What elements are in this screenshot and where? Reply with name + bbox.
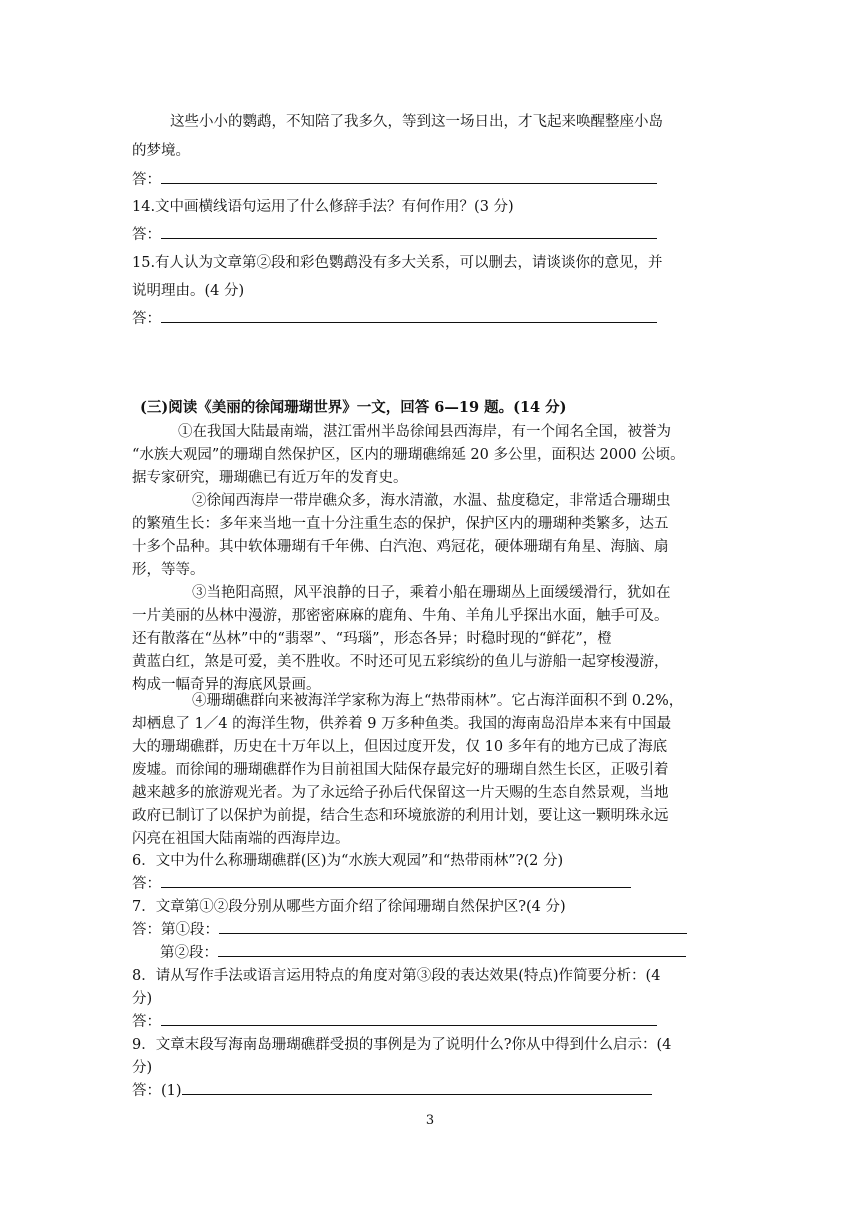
p4-line-1: ④珊瑚礁群向来被海洋学家称为海上“热带雨林”。它占海洋面积不到 0.2%， (192, 693, 684, 709)
p2-line-1: ②徐闻西海岸一带岸礁众多，海水清澈，水温、盐度稳定，非常适合珊瑚虫 (192, 493, 671, 509)
question-15-line-1: 15.有人认为文章第②段和彩色鹦鹉没有多大关系，可以删去，请谈谈你的意见，并 (132, 255, 663, 271)
answer-line-8[interactable] (132, 1012, 657, 1032)
p3-line-5: 构成一幅奇异的海底风景画。 (132, 677, 321, 693)
p2-line-3: 十多个品种。其中软体珊瑚有千年佛、白汽泡、鸡冠花，硬体珊瑚有角星、海脑、扇 (132, 539, 669, 555)
p4-line-2: 却栖息了 1／4 的海洋生物，供养着 9 万多种鱼类。我国的海南岛沿岸本来有中国最 (132, 716, 672, 732)
question-8-line-1: 8．请从写作手法或语言运用特点的角度对第③段的表达效果(特点)作简要分析：(4 (132, 968, 661, 984)
question-8-line-2: 分) (132, 991, 153, 1007)
p1-line-3: 据专家研究，珊瑚礁已有近万年的发育史。 (132, 470, 408, 486)
answer-blank[interactable] (161, 1012, 657, 1026)
question-9-line-1: 9．文章末段写海南岛珊瑚礁群受损的事例是为了说明什么?你从中得到什么启示：(4 (132, 1037, 672, 1053)
p3-line-1: ③当艳阳高照，风平浪静的日子，乘着小船在珊瑚丛上面缓缓滑行，犹如在 (192, 585, 671, 601)
section-heading: (三)阅读《美丽的徐闻珊瑚世界》一文，回答 6—19 题。(14 分) (140, 399, 567, 416)
answer-line-quote[interactable] (132, 170, 657, 190)
answer-label-7-1: 答：第①段： (132, 922, 219, 938)
answer-line-6[interactable] (132, 874, 631, 894)
quote-line-2: 的梦境。 (132, 143, 190, 159)
p3-line-3: 还有散落在“丛林”中的“翡翠”、“玛瑙”，形态各异；时稳时现的“鲜花”，橙 (132, 631, 612, 647)
question-14: 14.文中画横线语句运用了什么修辞手法？有何作用？(3 分) (132, 199, 514, 215)
quote-line-1: 这些小小的鹦鹉，不知陪了我多久，等到这一场日出，才飞起来唤醒整座小岛 (170, 114, 663, 130)
answer-label-9: 答：(1) (132, 1083, 182, 1099)
question-6: 6．文中为什么称珊瑚礁群(区)为“水族大观园”和“热带雨林”?(2 分) (132, 853, 564, 869)
answer-label: 答： (132, 227, 161, 243)
answer-blank[interactable] (161, 874, 631, 888)
answer-blank[interactable] (218, 943, 686, 957)
p2-line-2: 的繁殖生长：多年来当地一直十分注重生态的保护，保护区内的珊瑚种类繁多，达五 (132, 516, 669, 532)
answer-line-15[interactable] (132, 309, 657, 329)
answer-blank[interactable] (182, 1081, 652, 1095)
page-number: 3 (425, 1113, 435, 1128)
answer-label: 答： (132, 172, 161, 188)
answer-line-7-1[interactable] (132, 920, 687, 940)
p3-line-4: 黄蓝白红，煞是可爱，美不胜收。不时还可见五彩缤纷的鱼儿与游船一起穿梭漫游， (132, 654, 669, 670)
p4-line-3: 大的珊瑚礁群，历史在十万年以上，但因过度开发，仅 10 多年有的地方已成了海底 (132, 739, 668, 755)
answer-blank[interactable] (161, 170, 657, 184)
p4-line-5: 越来越多的旅游观光者。为了永远给子孙后代保留这一片天赐的生态自然景观，当地 (132, 785, 669, 801)
p1-line-1: ①在我国大陆最南端，湛江雷州半岛徐闻县西海岸，有一个闻名全国，被誉为 (178, 424, 671, 440)
p3-line-2: 一片美丽的丛林中漫游，那密密麻麻的鹿角、牛角、羊角儿乎探出水面，触手可及。 (132, 608, 669, 624)
answer-label-7-2: 第②段： (160, 945, 218, 961)
p1-line-2: “水族大观园”的珊瑚自然保护区，区内的珊瑚礁绵延 20 多公里，面积达 2000 公顷。 (132, 447, 685, 463)
p4-line-4: 废墟。而徐闻的珊瑚礁群作为目前祖国大陆保存最完好的珊瑚自然生长区，正吸引着 (132, 762, 669, 778)
answer-line-7-2[interactable] (160, 943, 686, 963)
answer-blank[interactable] (161, 225, 657, 239)
p4-line-7: 闪亮在祖国大陆南端的西海岸边。 (132, 831, 350, 847)
question-15-line-2: 说明理由。(4 分) (132, 283, 245, 299)
answer-blank[interactable] (161, 309, 657, 323)
p2-line-4: 形，等等。 (132, 562, 205, 578)
question-9-line-2: 分) (132, 1060, 153, 1076)
answer-label: 答： (132, 311, 161, 327)
answer-line-9[interactable] (132, 1081, 652, 1101)
answer-line-14[interactable] (132, 225, 657, 245)
answer-label: 答： (132, 876, 161, 892)
answer-blank[interactable] (219, 920, 687, 934)
answer-label: 答： (132, 1014, 161, 1030)
p4-line-6: 政府已制订了以保护为前提，结合生态和环境旅游的利用计划，要让这一颗明珠永远 (132, 808, 669, 824)
question-7: 7．文章第①②段分别从哪些方面介绍了徐闻珊瑚自然保护区?(4 分) (132, 899, 566, 915)
